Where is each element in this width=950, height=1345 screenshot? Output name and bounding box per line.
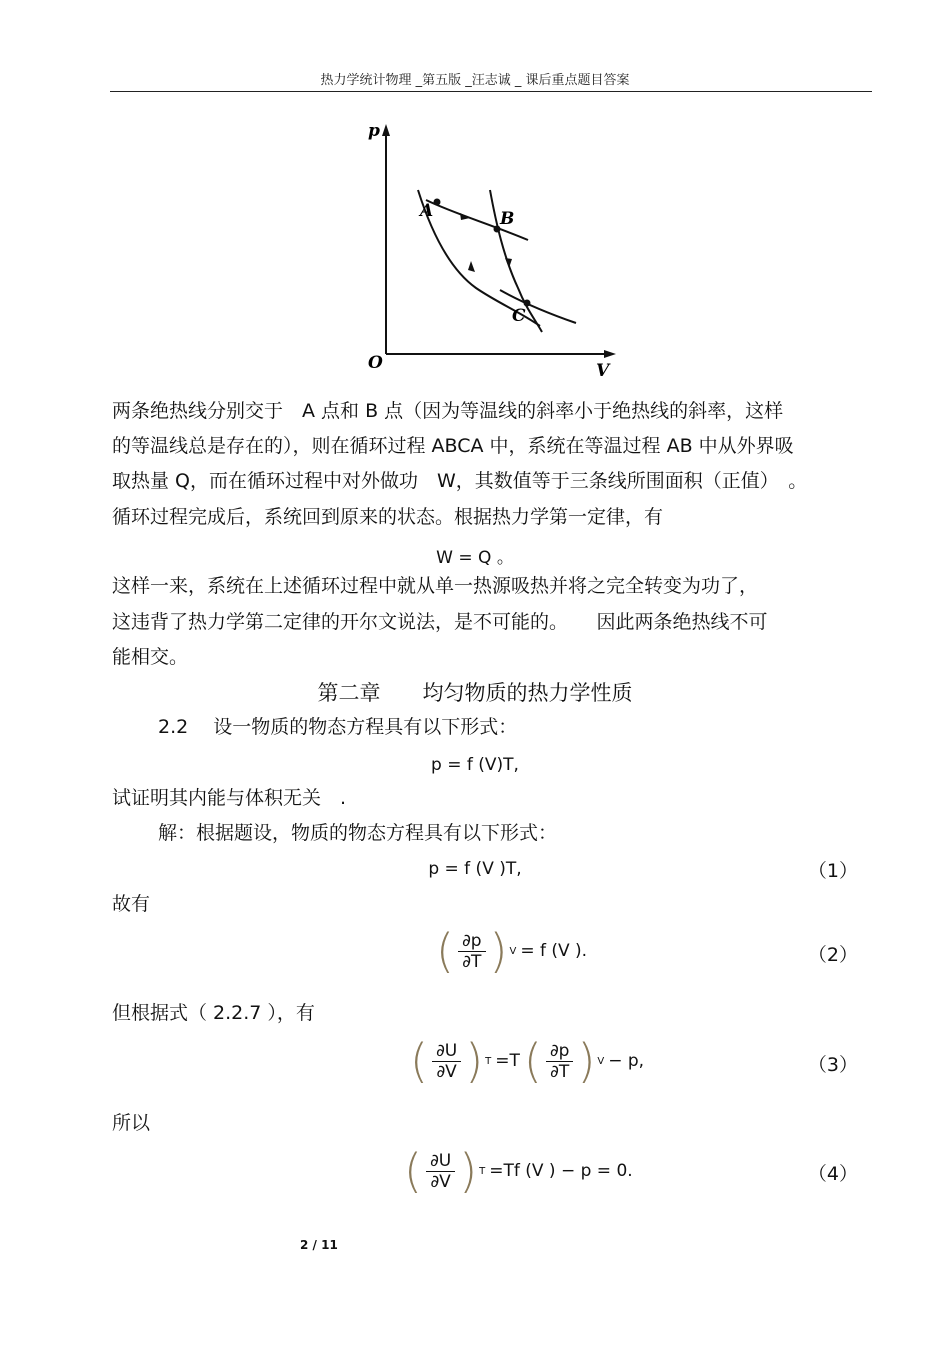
page-header: 热力学统计物理 _第五版 _汪志诚 _ 课后重点题目答案 [320,73,630,88]
para2-line1: 这样一来，系统在上述循环过程中就从单一热源吸热并将之完全转变为功了， [112,575,759,597]
label-c: C [512,306,526,326]
partial-fraction [546,1041,574,1082]
equation-3-number: （3） [807,1054,858,1076]
v-axis-arrow [604,350,616,358]
label-a: A [420,201,434,221]
equation-2-number: （2） [807,944,858,966]
so-text: 所以 [112,1112,151,1134]
partial-fraction [458,931,486,972]
para1-line4: 循环过程完成后，系统回到原来的状态。根据热力学第一定律，有 [112,506,664,528]
equation-3-rhs: − p, [608,1051,645,1071]
subscript: T [485,1055,492,1067]
equation-4-rhs: =Tf (V ) − p = 0. [489,1161,633,1181]
origin-label: O [368,353,383,373]
right-paren: ) [489,924,508,978]
equation-state: p = f (V)T, [431,755,519,775]
fraction-numerator: ∂p [546,1041,574,1062]
therefore-text: 故有 [112,893,151,915]
fraction-numerator: ∂p [458,931,486,952]
right-paren: ) [465,1034,484,1088]
left-paren: ( [404,1144,422,1198]
arrow-ca [468,261,475,272]
fraction-denominator: ∂V [430,1171,451,1192]
point-a [434,199,441,206]
equation-2 [436,924,588,978]
fraction-numerator: ∂U [432,1041,461,1062]
right-paren: ) [459,1144,478,1198]
left-paren: ( [410,1034,428,1088]
equation-3 [410,1034,645,1088]
chapter-title: 第二章 均匀物质的热力学性质 [317,681,633,705]
fraction-numerator: ∂U [426,1151,455,1172]
pv-diagram [360,118,630,380]
subscript: V [597,1055,605,1067]
para2-line3: 能相交。 [112,646,189,668]
subscript: V [509,945,517,957]
fraction-denominator: ∂V [436,1061,457,1082]
prove-statement: 试证明其内能与体积无关 . [112,787,347,809]
equation-3-mid: =T [495,1051,520,1071]
fraction-denominator: ∂T [550,1061,570,1082]
left-paren: ( [523,1034,542,1088]
v-axis-label: V [596,361,610,380]
equation-1: p = f (V )T, [428,859,522,879]
right-paren: ) [577,1034,596,1088]
partial-fraction [432,1041,461,1082]
equation-1-number: （1） [807,860,858,882]
but-text: 但根据式（ 2.2.7 ），有 [112,1002,315,1024]
para1-line1: 两条绝热线分别交于 A 点和 B 点（因为等温线的斜率小于绝热线的斜率，这样 [112,400,784,422]
header-rule [110,91,872,92]
problem-statement: 2.2 设一物质的物态方程具有以下形式： [158,716,518,738]
para2-line2: 这违背了热力学第二定律的开尔文说法，是不可能的。 因此两条绝热线不可 [112,611,768,633]
equation-4 [404,1144,633,1198]
equation-2-rhs: = f (V ). [520,941,588,961]
partial-fraction [426,1151,455,1192]
solution-intro: 解：根据题设，物质的物态方程具有以下形式： [158,822,558,844]
equation-4-number: （4） [807,1163,858,1185]
arrow-bc [505,258,512,268]
subscript: T [479,1165,486,1177]
fraction-denominator: ∂T [462,951,482,972]
p-axis-label: p [368,121,380,141]
para1-line2: 的等温线总是存在的），则在循环过程 ABCA 中，系统在等温过程 AB 中从外界吸 [112,435,794,457]
para1-line3: 取热量 Q，而在循环过程中对外做功 W，其数值等于三条线所围面积（正值） 。 [112,470,808,492]
label-b: B [500,209,515,229]
p-axis-arrow [382,124,390,136]
equation-w-q: W = Q 。 [436,548,514,568]
left-paren: ( [436,924,454,978]
page-number: 2 / 11 [300,1238,338,1252]
